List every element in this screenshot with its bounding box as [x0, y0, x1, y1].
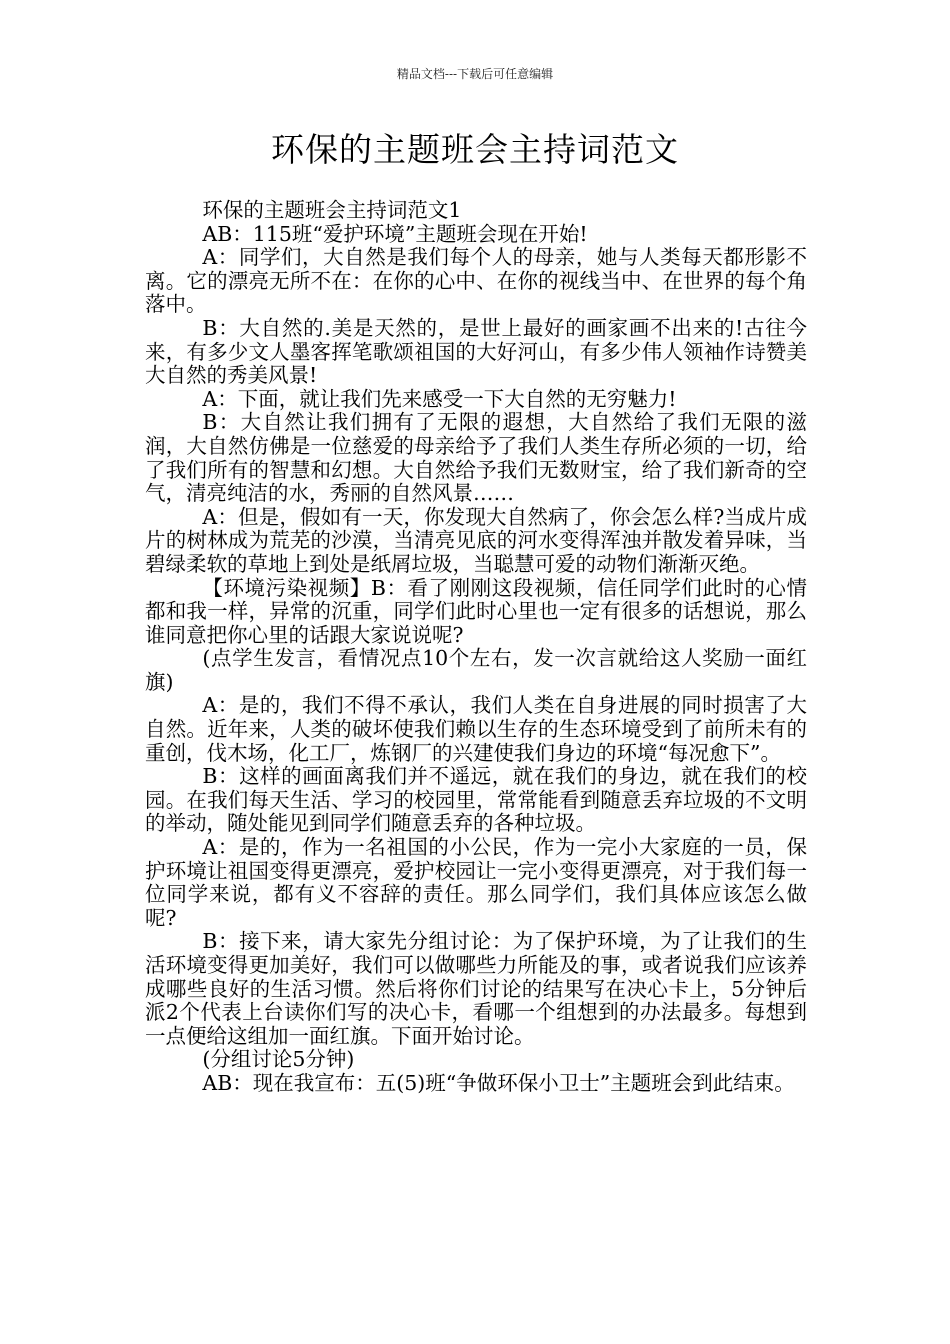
paragraph: AB：115班“爱护环境”主题班会现在开始!: [202, 221, 588, 246]
paragraph-subtitle: 环保的主题班会主持词范文1: [202, 198, 462, 222]
paragraph: B：接下来，请大家先分组讨论：为了保护环境，为了让我们的生活环境变得更加美好，我们可以做哪些力所能及的事，或者说我们应该养成哪些良好的生活习惯。然后将你们讨论的结果写在决心卡上，5分钟后派2个代表上台读你们写的决心卡，看哪一个组想到的办法最多。每想到一点便给这组加一面红旗。下面开始讨论。: [145, 929, 807, 1048]
document-body: [145, 199, 807, 1096]
paragraph: A：是的，作为一名祖国的小公民，作为一完小大家庭的一员，保护环境让祖国变得更漂亮，爱护校园让一完小变得更漂亮，对于我们每一位同学来说，都有义不容辞的责任。那么同学们，我们具体应该怎么做呢?: [145, 835, 807, 930]
paragraph: 【环境污染视频】B：看了刚刚这段视频，信任同学们此时的心情都和我一样，异常的沉重，同学们此时心里也一定有很多的话想说，那么谁同意把你心里的话跟大家说说呢?: [145, 575, 807, 647]
paragraph: A：下面，就让我们先来感受一下大自然的无穷魅力!: [202, 386, 677, 411]
paragraph: AB：现在我宣布：五(5)班“争做环保小卫士”主题班会到此结束。: [202, 1070, 795, 1095]
paragraph: A：同学们，大自然是我们每个人的母亲，她与人类每天都形影不离。它的漂亮无所不在：在你的心中、在你的视线当中、在世界的每个角落中。: [145, 245, 807, 317]
paragraph: B：这样的画面离我们并不遥远，就在我们的身边，就在我们的校园。在我们每天生活、学习的校园里，常常能看到随意丢弃垃圾的不文明的举动，随处能见到同学们随意丢弃的各种垃圾。: [145, 764, 807, 836]
paragraph: A：但是，假如有一天，你发现大自然病了，你会怎么样?当成片成片的树林成为荒芜的沙漠，当清亮见底的河水变得浑浊并散发着异味，当碧绿柔软的草地上到处是纸屑垃圾，当聪慧可爱的动物们渐渐灭绝。: [145, 504, 807, 576]
paragraph: B：大自然的.美是天然的，是世上最好的画家画不出来的!古往今来，有多少文人墨客挥笔歌颂祖国的大好河山，有多少伟人领袖作诗赞美大自然的秀美风景!: [145, 315, 807, 388]
page-header: 精品文档---下载后可任意编辑: [396, 67, 554, 81]
paragraph: B：大自然让我们拥有了无限的遐想，大自然给了我们无限的滋润，大自然仿佛是一位慈爱的母亲给予了我们人类生存所必须的一切，给了我们所有的智慧和幻想。大自然给予我们无数财宝，给了我们新奇的空气，清亮纯洁的水，秀丽的自然风景……: [145, 410, 807, 506]
paragraph: A：是的，我们不得不承认，我们人类在自身进展的同时损害了大自然。近年来，人类的破坏使我们赖以生存的生态环境受到了前所未有的重创，伐木场，化工厂，炼钢厂的兴建使我们身边的环境“每况愈下”。: [145, 693, 807, 765]
document-title: 环保的主题班会主持词范文: [271, 130, 679, 169]
paragraph: (点学生发言，看情况点10个左右，发一次言就给这人奖励一面红旗): [145, 646, 807, 694]
paragraph: (分组讨论5分钟): [202, 1047, 355, 1072]
